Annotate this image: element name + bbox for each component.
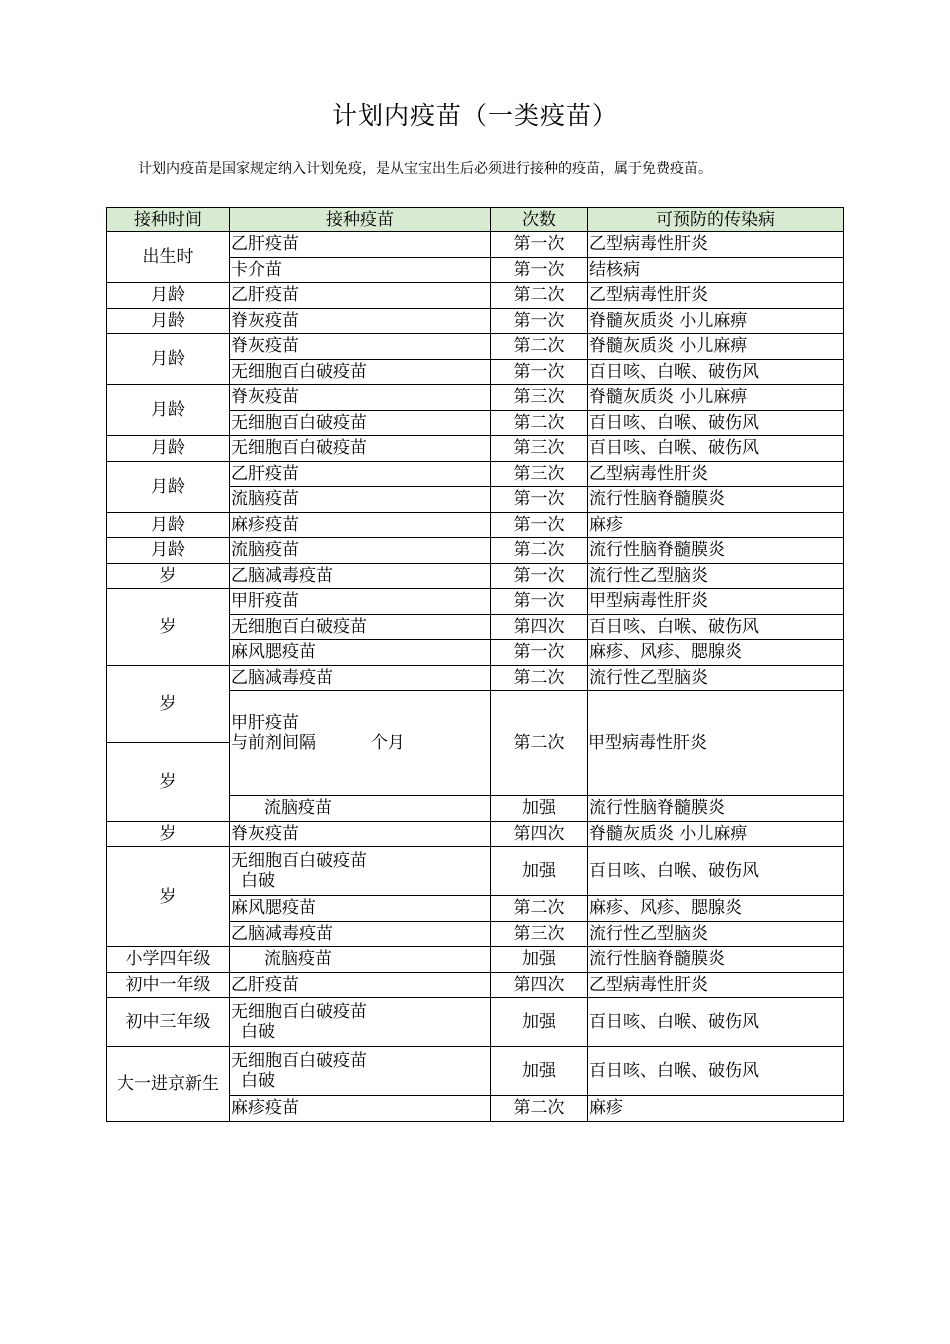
time-cell: 初中三年级 xyxy=(107,998,230,1047)
time-cell: 岁 xyxy=(107,589,230,666)
header-vaccine: 接种疫苗 xyxy=(230,208,491,232)
time-cell: 月龄 xyxy=(107,461,230,512)
count-cell: 第一次 xyxy=(491,232,588,258)
disease-cell: 百日咳、白喉、破伤风 xyxy=(588,436,844,462)
table-row xyxy=(107,947,844,973)
count-cell: 加强 xyxy=(491,847,588,896)
vaccine-cell xyxy=(230,1047,491,1096)
vaccine-schedule-table xyxy=(106,207,844,1122)
count-cell: 第二次 xyxy=(491,1096,588,1122)
disease-cell: 脊髓灰质炎 小儿麻痹 xyxy=(588,821,844,847)
time-cell: 岁 xyxy=(107,665,230,742)
time-cell: 月龄 xyxy=(107,334,230,385)
count-cell: 第二次 xyxy=(491,665,588,691)
count-cell: 第一次 xyxy=(491,257,588,283)
disease-cell: 乙型病毒性肝炎 xyxy=(588,972,844,998)
count-cell: 第二次 xyxy=(491,334,588,360)
vaccine-cell: 麻疹疫苗 xyxy=(230,1096,491,1122)
vaccine-name: 无细胞百白破疫苗 xyxy=(231,1002,367,1022)
time-cell: 岁 xyxy=(107,821,230,847)
disease-cell: 流行性脑脊髓膜炎 xyxy=(588,947,844,973)
count-cell: 第二次 xyxy=(491,691,588,796)
vaccine-cell: 乙肝疫苗 xyxy=(230,972,491,998)
disease-cell: 百日咳、白喉、破伤风 xyxy=(588,1047,844,1096)
table-row xyxy=(107,972,844,998)
disease-cell: 流行性乙型脑炎 xyxy=(588,921,844,947)
vaccine-sub: 白破 xyxy=(241,871,275,891)
table-row xyxy=(107,665,844,691)
count-cell: 加强 xyxy=(491,796,588,822)
table-row xyxy=(107,563,844,589)
time-cell: 月龄 xyxy=(107,436,230,462)
vaccine-cell xyxy=(230,998,491,1047)
vaccine-cell: 脊灰疫苗 xyxy=(230,334,491,360)
count-cell: 第一次 xyxy=(491,589,588,615)
count-cell: 第四次 xyxy=(491,614,588,640)
vaccine-cell: 乙脑减毒疫苗 xyxy=(230,921,491,947)
table-row xyxy=(107,385,844,411)
table-row xyxy=(107,232,844,258)
disease-cell: 麻疹 xyxy=(588,512,844,538)
vaccine-cell: 无细胞百白破疫苗 xyxy=(230,436,491,462)
header-disease: 可预防的传染病 xyxy=(588,208,844,232)
vaccine-cell: 卡介苗 xyxy=(230,257,491,283)
vaccine-name: 无细胞百白破疫苗 xyxy=(231,851,367,871)
time-cell: 月龄 xyxy=(107,385,230,436)
table-row xyxy=(107,538,844,564)
disease-cell: 百日咳、白喉、破伤风 xyxy=(588,998,844,1047)
vaccine-cell: 流脑疫苗 xyxy=(230,538,491,564)
vaccine-cell: 乙肝疫苗 xyxy=(230,232,491,258)
disease-cell: 流行性脑脊髓膜炎 xyxy=(588,487,844,513)
vaccine-cell: 脊灰疫苗 xyxy=(230,308,491,334)
vaccine-cell: 麻疹疫苗 xyxy=(230,512,491,538)
disease-cell: 流行性脑脊髓膜炎 xyxy=(588,538,844,564)
vaccine-cell: 脊灰疫苗 xyxy=(230,385,491,411)
table-row xyxy=(107,589,844,615)
count-cell: 第三次 xyxy=(491,461,588,487)
count-cell: 第三次 xyxy=(491,385,588,411)
table-row xyxy=(107,436,844,462)
disease-cell: 乙型病毒性肝炎 xyxy=(588,232,844,258)
vaccine-cell: 脊灰疫苗 xyxy=(230,821,491,847)
vaccine-cell xyxy=(230,847,491,896)
disease-cell: 乙型病毒性肝炎 xyxy=(588,461,844,487)
disease-cell: 脊髓灰质炎 小儿麻痹 xyxy=(588,334,844,360)
disease-cell: 百日咳、白喉、破伤风 xyxy=(588,410,844,436)
time-cell: 岁 xyxy=(107,742,230,821)
header-time: 接种时间 xyxy=(107,208,230,232)
table-row xyxy=(107,512,844,538)
disease-cell: 麻疹、风疹、腮腺炎 xyxy=(588,640,844,666)
disease-cell: 麻疹、风疹、腮腺炎 xyxy=(588,896,844,922)
count-cell: 第三次 xyxy=(491,436,588,462)
count-cell: 第二次 xyxy=(491,410,588,436)
count-cell: 第一次 xyxy=(491,487,588,513)
disease-cell: 甲型病毒性肝炎 xyxy=(588,691,844,796)
disease-cell: 百日咳、白喉、破伤风 xyxy=(588,359,844,385)
table-row xyxy=(107,308,844,334)
table-row xyxy=(107,847,844,896)
vaccine-name: 无细胞百白破疫苗 xyxy=(231,1051,367,1071)
page-title: 计划内疫苗（一类疫苗） xyxy=(331,101,618,130)
table-row xyxy=(107,1047,844,1096)
vaccine-cell xyxy=(230,691,491,796)
vaccine-name: 甲肝疫苗 xyxy=(231,713,299,733)
vaccine-sub: 白破 xyxy=(241,1071,275,1091)
count-cell: 加强 xyxy=(491,947,588,973)
table-row xyxy=(107,334,844,360)
disease-cell: 百日咳、白喉、破伤风 xyxy=(588,847,844,896)
count-cell: 第二次 xyxy=(491,538,588,564)
time-cell: 岁 xyxy=(107,563,230,589)
time-cell: 月龄 xyxy=(107,283,230,309)
count-cell: 第一次 xyxy=(491,512,588,538)
table-row xyxy=(107,998,844,1047)
time-cell: 出生时 xyxy=(107,232,230,283)
interval-unit: 个月 xyxy=(370,733,405,753)
table-row xyxy=(107,461,844,487)
count-cell: 第四次 xyxy=(491,972,588,998)
vaccine-cell: 流脑疫苗 xyxy=(230,947,491,973)
table-header-row xyxy=(107,208,844,232)
count-cell: 第三次 xyxy=(491,921,588,947)
vaccine-cell: 乙脑减毒疫苗 xyxy=(230,563,491,589)
time-cell: 岁 xyxy=(107,847,230,947)
vaccine-cell: 流脑疫苗 xyxy=(230,796,491,822)
time-cell: 大一进京新生 xyxy=(107,1047,230,1122)
vaccine-cell: 乙肝疫苗 xyxy=(230,283,491,309)
disease-cell: 脊髓灰质炎 小儿麻痹 xyxy=(588,308,844,334)
vaccine-cell: 麻风腮疫苗 xyxy=(230,640,491,666)
time-cell: 初中一年级 xyxy=(107,972,230,998)
intro-text: 计划内疫苗是国家规定纳入计划免疫，是从宝宝出生后必须进行接种的疫苗，属于免费疫苗。 xyxy=(138,161,712,177)
count-cell: 第一次 xyxy=(491,359,588,385)
disease-cell: 甲型病毒性肝炎 xyxy=(588,589,844,615)
vaccine-sub: 白破 xyxy=(241,1022,275,1042)
disease-cell: 脊髓灰质炎 小儿麻痹 xyxy=(588,385,844,411)
vaccine-cell: 麻风腮疫苗 xyxy=(230,896,491,922)
vaccine-cell: 无细胞百白破疫苗 xyxy=(230,359,491,385)
vaccine-cell: 无细胞百白破疫苗 xyxy=(230,410,491,436)
vaccine-cell: 流脑疫苗 xyxy=(230,487,491,513)
disease-cell: 流行性乙型脑炎 xyxy=(588,563,844,589)
disease-cell: 麻疹 xyxy=(588,1096,844,1122)
vaccine-cell: 甲肝疫苗 xyxy=(230,589,491,615)
disease-cell: 百日咳、白喉、破伤风 xyxy=(588,614,844,640)
vaccine-cell: 无细胞百白破疫苗 xyxy=(230,614,491,640)
disease-cell: 流行性乙型脑炎 xyxy=(588,665,844,691)
time-cell: 月龄 xyxy=(107,512,230,538)
interval-note: 与前剂间隔 xyxy=(231,733,316,753)
vaccine-cell: 乙脑减毒疫苗 xyxy=(230,665,491,691)
count-cell: 加强 xyxy=(491,998,588,1047)
disease-cell: 结核病 xyxy=(588,257,844,283)
count-cell: 第一次 xyxy=(491,563,588,589)
count-cell: 第四次 xyxy=(491,821,588,847)
table-row xyxy=(107,283,844,309)
vaccine-cell: 乙肝疫苗 xyxy=(230,461,491,487)
time-cell: 月龄 xyxy=(107,538,230,564)
table-row xyxy=(107,821,844,847)
disease-cell: 流行性脑脊髓膜炎 xyxy=(588,796,844,822)
header-count: 次数 xyxy=(491,208,588,232)
count-cell: 第二次 xyxy=(491,896,588,922)
time-cell: 小学四年级 xyxy=(107,947,230,973)
count-cell: 第二次 xyxy=(491,283,588,309)
count-cell: 第一次 xyxy=(491,640,588,666)
count-cell: 第一次 xyxy=(491,308,588,334)
count-cell: 加强 xyxy=(491,1047,588,1096)
time-cell: 月龄 xyxy=(107,308,230,334)
table-body xyxy=(107,232,844,1122)
disease-cell: 乙型病毒性肝炎 xyxy=(588,283,844,309)
